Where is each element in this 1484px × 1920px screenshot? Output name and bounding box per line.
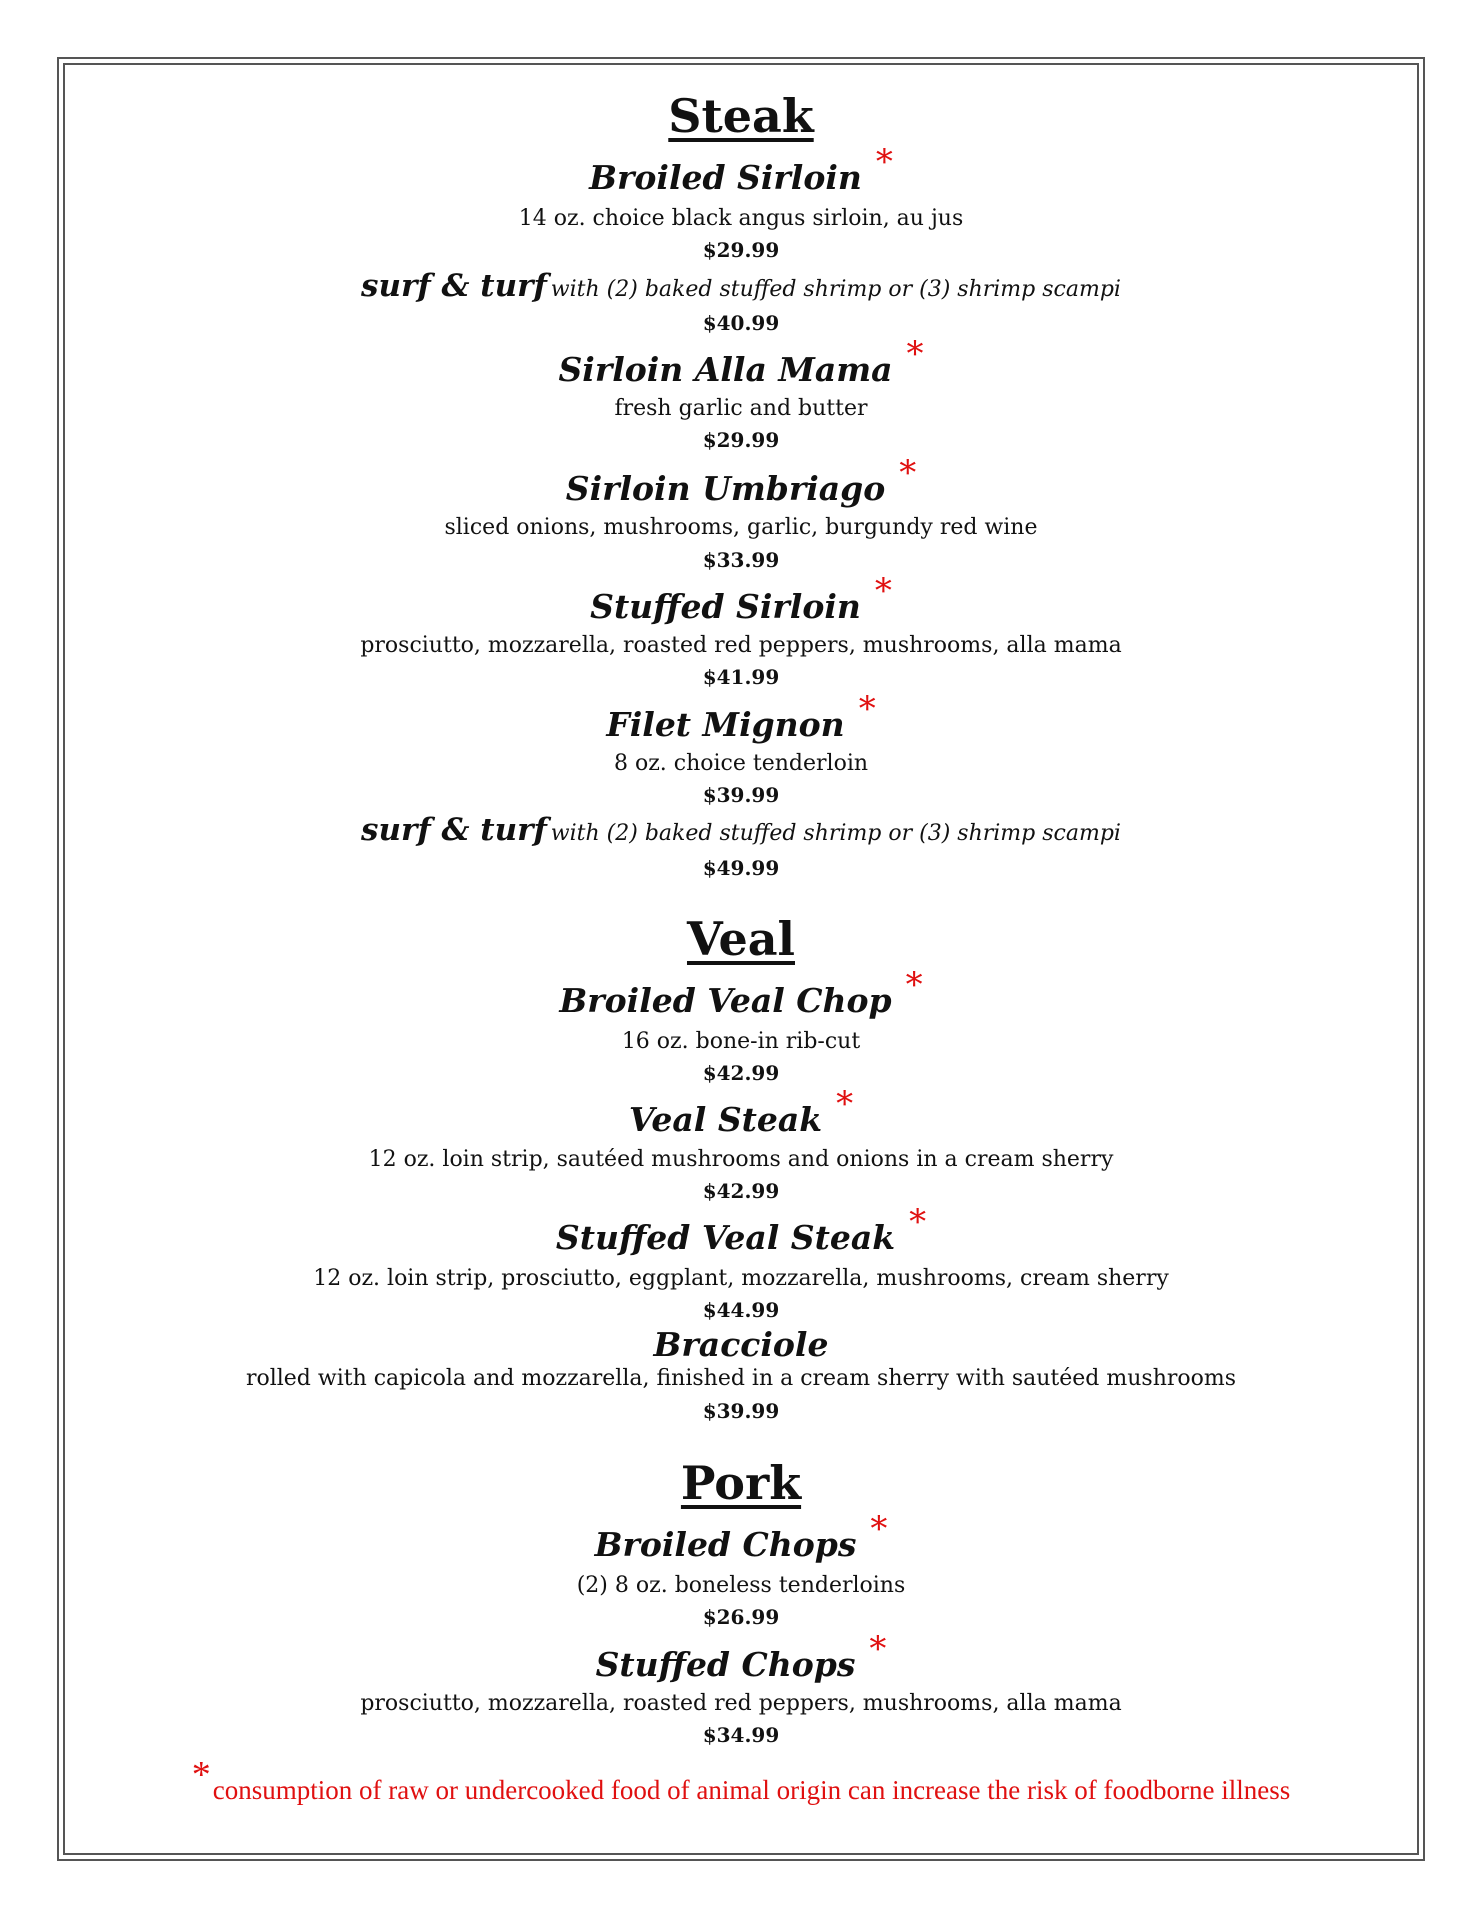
menu-item-price: $29.99 bbox=[702, 238, 780, 262]
raw-warning-asterisk: * bbox=[869, 1629, 887, 1669]
menu-item-name: Sirloin Alla Mama * bbox=[558, 334, 924, 389]
menu-item-name: Stuffed Sirloin * bbox=[590, 571, 892, 626]
menu-item-price: $41.99 bbox=[702, 665, 780, 689]
menu-item-name: Sirloin Umbriago * bbox=[565, 453, 917, 508]
menu-item-name: Veal Steak * bbox=[628, 1084, 854, 1139]
menu-item-name: Broiled Sirloin * bbox=[589, 142, 893, 197]
menu-item-description: prosciutto, mozzarella, roasted red peppers, mushrooms, alla mama bbox=[360, 633, 1122, 658]
menu-item-price: $39.99 bbox=[702, 783, 780, 807]
menu-item-description: 14 oz. choice black angus sirloin, au jus bbox=[518, 206, 964, 231]
raw-warning-asterisk: * bbox=[906, 334, 924, 374]
menu-page bbox=[63, 63, 1419, 1855]
raw-warning-asterisk: * bbox=[905, 965, 923, 1005]
menu-item-description: 12 oz. loin strip, sautéed mushrooms and onions in a cream sherry bbox=[368, 1147, 1114, 1172]
menu-item-price: $33.99 bbox=[702, 548, 780, 572]
raw-warning-asterisk: * bbox=[909, 1202, 927, 1242]
surf-and-turf-note: with (2) baked stuffed shrimp or (3) shrimp scampi bbox=[550, 821, 1121, 846]
footnote-asterisk: * bbox=[191, 1754, 211, 1796]
menu-item-description: fresh garlic and butter bbox=[614, 396, 868, 421]
surf-and-turf-option bbox=[63, 812, 1419, 848]
surf-and-turf-note: with (2) baked stuffed shrimp or (3) shrimp scampi bbox=[550, 277, 1121, 302]
menu-item-price: $42.99 bbox=[702, 1061, 780, 1085]
raw-warning-asterisk: * bbox=[899, 453, 917, 493]
menu-item-description: 12 oz. loin strip, prosciutto, eggplant, mozzarella, mushrooms, cream sherry bbox=[313, 1266, 1169, 1291]
menu-item-price: $39.99 bbox=[702, 1399, 780, 1423]
menu-item-price: $42.99 bbox=[702, 1179, 780, 1203]
menu-item-name: Broiled Chops * bbox=[594, 1509, 888, 1564]
menu-item-price: $26.99 bbox=[702, 1605, 780, 1629]
footnote-text: consumption of raw or undercooked food of animal origin can increase the risk of foodborne illness bbox=[212, 1775, 1291, 1805]
surf-and-turf-label: surf & turf bbox=[361, 812, 547, 848]
menu-item-price: $29.99 bbox=[702, 428, 780, 452]
raw-warning-asterisk: * bbox=[875, 142, 893, 182]
raw-warning-asterisk: * bbox=[858, 689, 876, 729]
menu-item-name: Stuffed Veal Steak * bbox=[555, 1202, 927, 1257]
section-title-steak: Steak bbox=[668, 89, 814, 143]
surf-and-turf-price: $49.99 bbox=[702, 856, 780, 880]
section-title-pork: Pork bbox=[680, 1456, 802, 1510]
menu-item-description: (2) 8 oz. boneless tenderloins bbox=[576, 1573, 906, 1598]
surf-and-turf-price: $40.99 bbox=[702, 311, 780, 335]
menu-item-name: Broiled Veal Chop * bbox=[559, 965, 923, 1020]
section-title-veal: Veal bbox=[686, 912, 795, 966]
raw-warning-asterisk: * bbox=[836, 1084, 854, 1124]
menu-item-description: rolled with capicola and mozzarella, finished in a cream sherry with sautéed mushrooms bbox=[245, 1366, 1237, 1391]
menu-item-price: $34.99 bbox=[702, 1723, 780, 1747]
raw-warning-asterisk: * bbox=[874, 571, 892, 611]
surf-and-turf-label: surf & turf bbox=[361, 268, 547, 304]
surf-and-turf-option bbox=[63, 268, 1419, 304]
menu-item-description: sliced onions, mushrooms, garlic, burgundy red wine bbox=[444, 515, 1038, 540]
menu-item-description: 8 oz. choice tenderloin bbox=[613, 751, 869, 776]
foodborne-illness-footnote bbox=[63, 1754, 1419, 1806]
menu-item-price: $44.99 bbox=[702, 1298, 780, 1322]
menu-item-name: Bracciole bbox=[653, 1325, 829, 1364]
menu-item-name: Filet Mignon * bbox=[606, 689, 876, 744]
menu-item-name: Stuffed Chops * bbox=[595, 1629, 887, 1684]
menu-item-description: 16 oz. bone-in rib-cut bbox=[621, 1029, 861, 1054]
raw-warning-asterisk: * bbox=[870, 1509, 888, 1549]
menu-item-description: prosciutto, mozzarella, roasted red peppers, mushrooms, alla mama bbox=[360, 1691, 1122, 1716]
